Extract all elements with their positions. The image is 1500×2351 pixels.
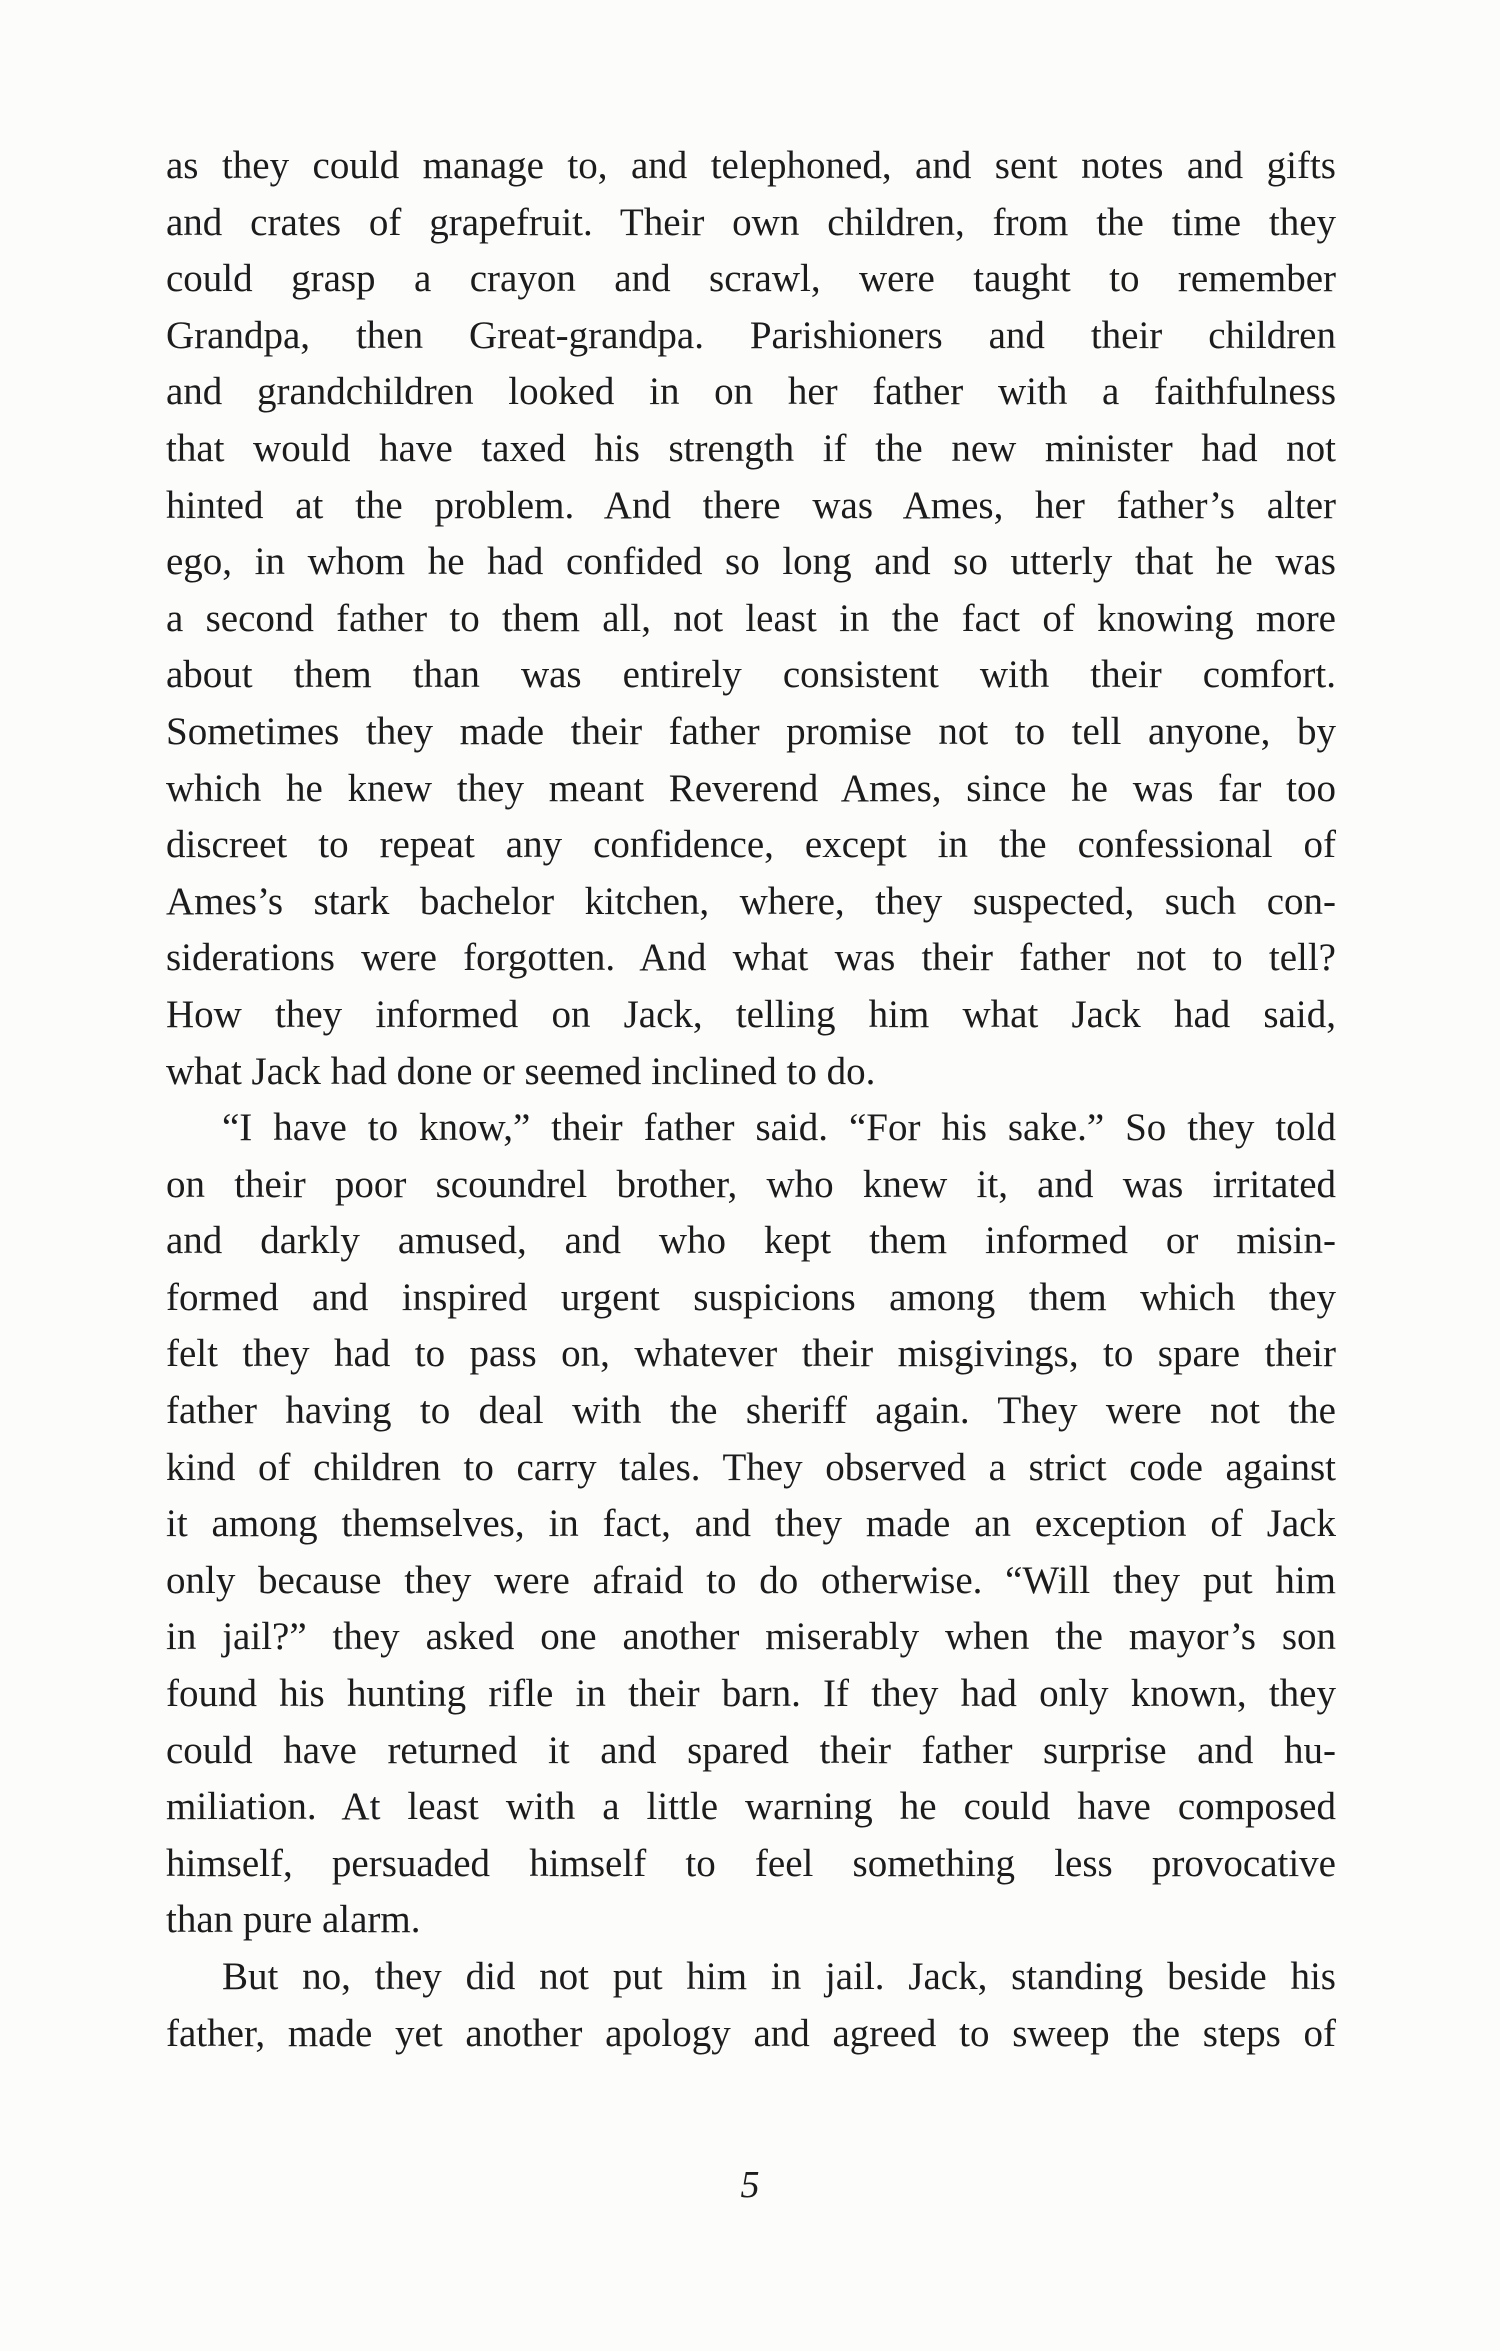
text-line: and crates of grapefruit. Their own children, from the time they [166,200,1336,244]
text-line: as they could manage to, and telephoned, and sent notes and gifts [166,144,1336,187]
text-line: than pure alarm. [166,1898,421,1942]
text-line: himself, persuaded himself to feel something less provocative [166,1841,1336,1885]
text-line: it among themselves, in fact, and they made an exception of Jack [166,1502,1336,1546]
text-line: “I have to know,” their father said. “For his sake.” So they told [222,1106,1336,1150]
text-line: father, made yet another apology and agreed to sweep the steps of [166,2011,1336,2055]
paragraph [166,1100,1336,1949]
text-line: found his hunting rifle in their barn. If they had only known, they [166,1672,1336,1716]
text-line: in jail?” they asked one another miserably when the mayor’s son [166,1615,1336,1659]
text-line: father having to deal with the sheriff again. They were not the [166,1389,1336,1433]
text-line: How they informed on Jack, telling him what Jack had said, [166,992,1336,1036]
text-line: on their poor scoundrel brother, who knew it, and was irritated [166,1162,1336,1206]
text-line: felt they had to pass on, whatever their misgivings, to spare their [166,1332,1336,1376]
text-line: kind of children to carry tales. They observed a strict code against [166,1445,1336,1489]
text-line: about them than was entirely consistent with their comfort. [166,653,1336,697]
text-line: a second father to them all, not least in the fact of knowing more [166,596,1336,640]
paragraph [166,1949,1336,2062]
text-line: that would have taxed his strength if the new minister had not [166,426,1336,470]
text-line: what Jack had done or seemed inclined to do. [166,1049,876,1093]
text-line: Sometimes they made their father promise not to tell anyone, by [166,709,1336,753]
text-line: and grandchildren looked in on her father with a faithfulness [166,370,1336,414]
text-line: discreet to repeat any confidence, except in the confessional of [166,823,1336,867]
paragraph [166,138,1336,1100]
text-line: which he knew they meant Reverend Ames, since he was far too [166,766,1336,810]
text-line: ego, in whom he had confided so long and so utterly that he was [166,540,1336,584]
body-text [166,138,1336,2062]
text-line: could grasp a crayon and scrawl, were taught to remember [166,257,1336,301]
text-line: could have returned it and spared their father surprise and hu- [166,1728,1336,1772]
text-line: Grandpa, then Great-grandpa. Parishioners and their children [166,313,1336,357]
text-line: formed and inspired urgent suspicions among them which they [166,1275,1336,1319]
text-line: But no, they did not put him in jail. Jack, standing beside his [222,1955,1336,1998]
text-line: miliation. At least with a little warning he could have composed [166,1785,1336,1829]
text-line: and darkly amused, and who kept them informed or misin- [166,1219,1336,1263]
text-line: siderations were forgotten. And what was their father not to tell? [166,936,1336,980]
text-line: only because they were afraid to do otherwise. “Will they put him [166,1558,1336,1602]
text-line: hinted at the problem. And there was Ames, her father’s alter [166,483,1336,527]
page-number: 5 [740,2164,760,2206]
text-line: Ames’s stark bachelor kitchen, where, they suspected, such con- [166,879,1336,923]
